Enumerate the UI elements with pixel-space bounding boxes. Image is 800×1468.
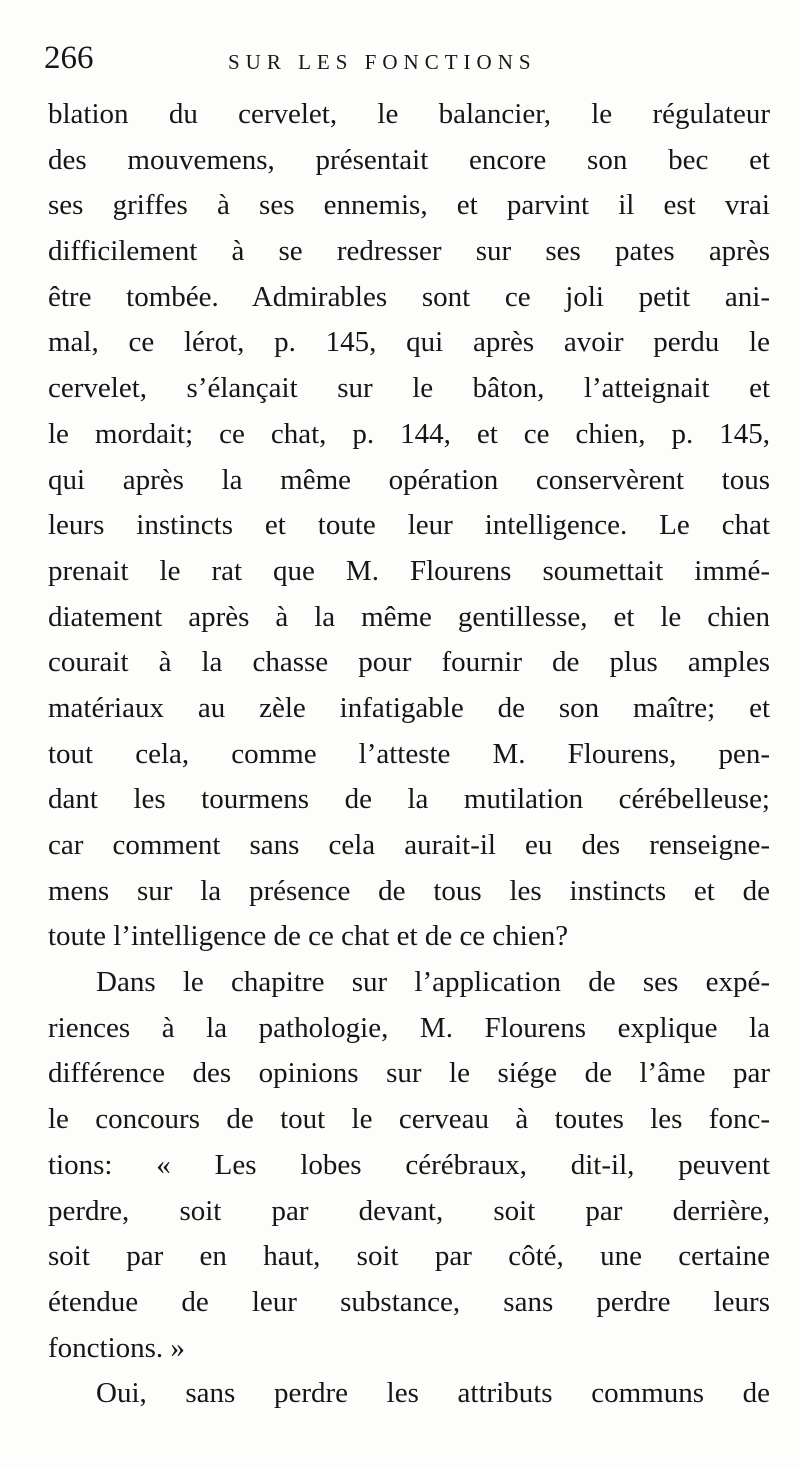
text-line: riences à la pathologie, M. Flourens explique la <box>48 1011 770 1044</box>
text-line: être tombée. Admirables sont ce joli petit ani- <box>48 280 770 313</box>
text-line: blation du cervelet, le balancier, le régulateur <box>48 98 770 130</box>
text-line: mal, ce lérot, p. 145, qui après avoir perdu le <box>48 326 770 359</box>
text-line: tions: « Les lobes cérébraux, dit-il, peuvent <box>48 1148 770 1181</box>
text-line: fonctions. » <box>48 1331 185 1364</box>
text-line: diatement après à la même gentillesse, et le chien <box>48 600 770 633</box>
text-line: Oui, sans perdre les attributs communs de <box>96 1377 770 1410</box>
running-title: SUR LES FONCTIONS <box>228 50 537 74</box>
text-line: difficilement à se redresser sur ses pates après <box>48 235 770 268</box>
text-line: Dans le chapitre sur l’application de ses expé- <box>96 966 770 999</box>
text-line: matériaux au zèle infatigable de son maître; et <box>48 691 770 724</box>
text-line: différence des opinions sur le siége de l’âme par <box>48 1057 770 1090</box>
text-line: le mordait; ce chat, p. 144, et ce chien, p. 145, <box>48 417 770 450</box>
text-line: dant les tourmens de la mutilation cérébelleuse; <box>48 783 770 816</box>
text-line: prenait le rat que M. Flourens soumettait immé- <box>48 554 770 587</box>
text-line: qui après la même opération conservèrent tous <box>48 463 770 496</box>
text-line: courait à la chasse pour fournir de plus amples <box>48 646 770 679</box>
text-line: le concours de tout le cerveau à toutes les fonc- <box>48 1103 770 1136</box>
text-line: soit par en haut, soit par côté, une certaine <box>48 1240 770 1273</box>
text-line: ses griffes à ses ennemis, et parvint il est vrai <box>48 189 770 222</box>
text-line: étendue de leur substance, sans perdre leurs <box>48 1285 770 1318</box>
text-line: tout cela, comme l’atteste M. Flourens, pen- <box>48 737 770 770</box>
body-text <box>48 92 770 1417</box>
text-line: car comment sans cela aurait-il eu des renseigne- <box>48 829 770 861</box>
text-line: mens sur la présence de tous les instincts et de <box>48 874 770 907</box>
page-header <box>44 40 784 86</box>
text-line: leurs instincts et toute leur intelligence. Le chat <box>48 509 770 542</box>
page-number: 266 <box>44 40 94 76</box>
text-line: toute l’intelligence de ce chat et de ce chien? <box>48 920 569 953</box>
text-line: cervelet, s’élançait sur le bâton, l’atteignait et <box>48 372 770 405</box>
text-line: des mouvemens, présentait encore son bec et <box>48 143 770 176</box>
text-line: perdre, soit par devant, soit par derrière, <box>48 1194 770 1227</box>
